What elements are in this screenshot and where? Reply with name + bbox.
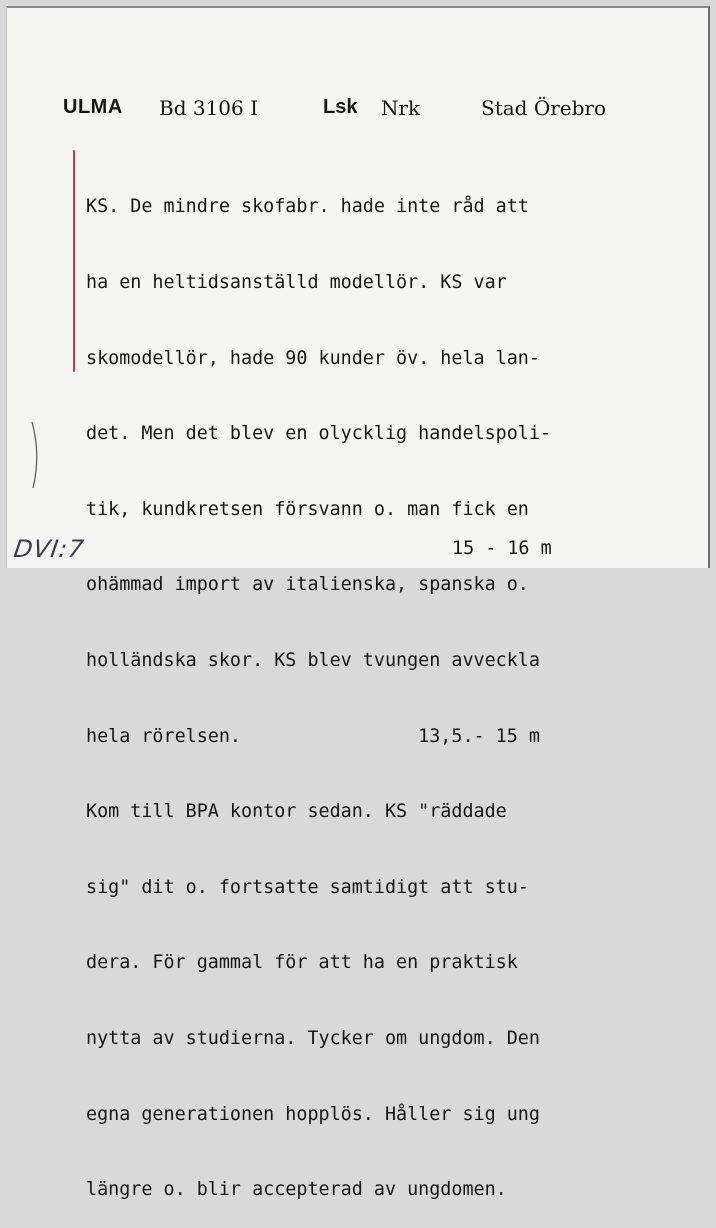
volume-number: Bd 3106 I — [159, 96, 259, 120]
region-code: Lsk — [323, 96, 358, 118]
text-line: ohämmad import av italienska, spanska o. — [86, 574, 529, 596]
card-header — [63, 96, 688, 126]
handwritten-archive-mark: DVI:7 — [12, 535, 87, 563]
place-name: Stad Örebro — [481, 96, 607, 120]
district-code: Nrk — [381, 96, 421, 120]
age-range: 15 - 16 m — [452, 538, 552, 559]
red-margin-line — [73, 150, 75, 372]
text-line: sig" dit o. fortsatte samtidigt att stu- — [86, 876, 529, 898]
text-line: skomodellör, hade 90 kunder öv. hela lan- — [86, 347, 540, 369]
text-line: Kom till BPA kontor sedan. KS "räddade — [86, 801, 507, 823]
pencil-bracket-mark — [30, 420, 42, 490]
text-line: KS. De mindre skofabr. hade inte råd att — [86, 196, 529, 218]
text-line: längre o. blir accepterad av ungdomen. — [86, 1179, 507, 1201]
text-line: tik, kundkretsen försvann o. man fick en — [86, 498, 529, 520]
card-text — [86, 144, 666, 1228]
text-line: hela rörelsen. 13,5.- 15 m — [86, 725, 540, 747]
archive-code: ULMA — [63, 96, 123, 118]
text-line: egna generationen hopplös. Håller sig ung — [86, 1103, 540, 1125]
text-line: holländska skor. KS blev tvungen avveckla — [86, 649, 540, 671]
text-line: dera. För gammal för att ha en praktisk — [86, 952, 518, 974]
text-line: nytta av studierna. Tycker om ungdom. Den — [86, 1027, 540, 1049]
text-line: ha en heltidsanställd modellör. KS var — [86, 272, 507, 293]
text-line: det. Men det blev en olycklig handelspoli- — [86, 423, 552, 445]
